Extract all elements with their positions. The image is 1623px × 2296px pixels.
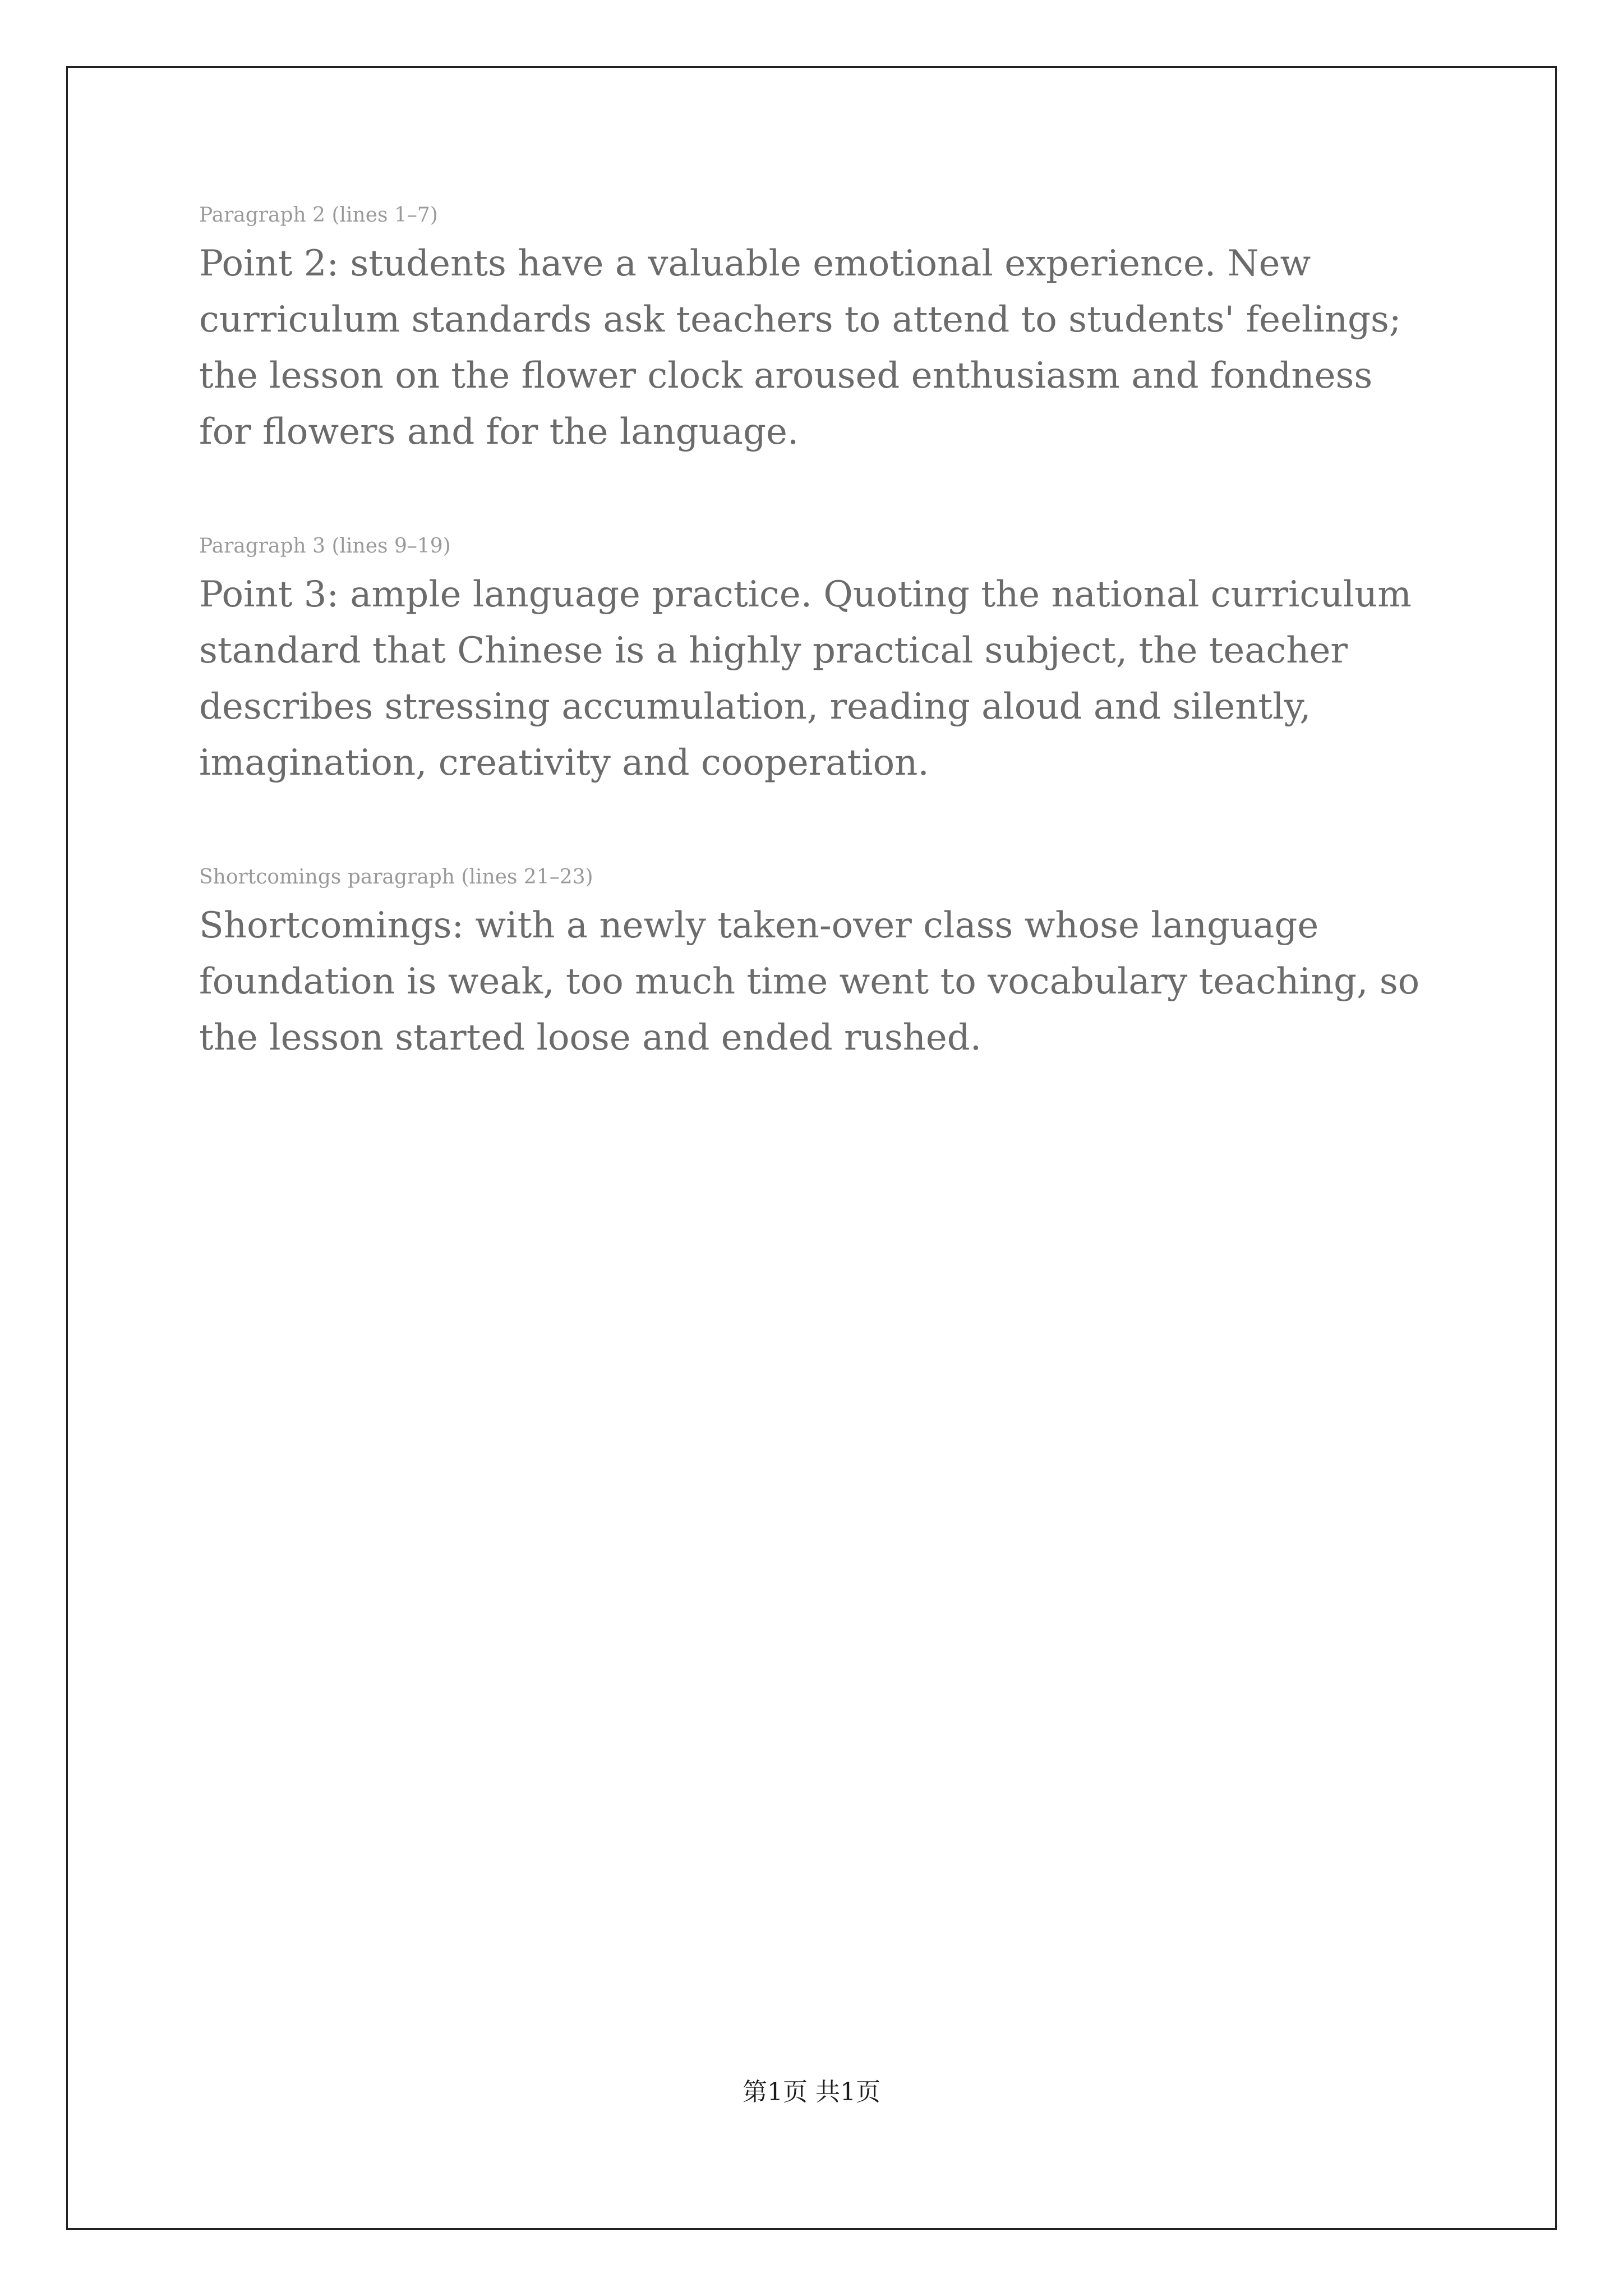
paragraph-shortcomings xyxy=(199,864,1433,1066)
paragraph-label: Paragraph 3 (lines 9–19) xyxy=(199,535,451,558)
paragraph-label: Shortcomings paragraph (lines 21–23) xyxy=(199,866,593,889)
paragraph-summary: Shortcomings: with a newly taken-over class whose language foundation is weak, too much time went to vocabulary teaching, so the lesson started loose and ended rushed. xyxy=(199,905,1420,1059)
paragraph-summary: Point 3: ample language practice. Quoting the national curriculum standard that Chinese is a highly practical subject, the teacher describes stressing accumulation, reading aloud and silently, imagination, creativity and cooperation. xyxy=(199,574,1412,784)
paragraph-language-practice xyxy=(199,533,1433,791)
paragraph-emotional-experience xyxy=(199,202,1433,460)
paragraph-summary: Point 2: students have a valuable emotional experience. New curriculum standards ask teachers to attend to students' feelings; the lesson on the flower clock aroused enthusiasm and fondness for flowers and for the language. xyxy=(199,243,1401,453)
page-number-footer: 第1页 共1页 xyxy=(743,2078,880,2106)
document-body xyxy=(199,202,1433,1139)
paragraph-label: Paragraph 2 (lines 1–7) xyxy=(199,204,438,227)
